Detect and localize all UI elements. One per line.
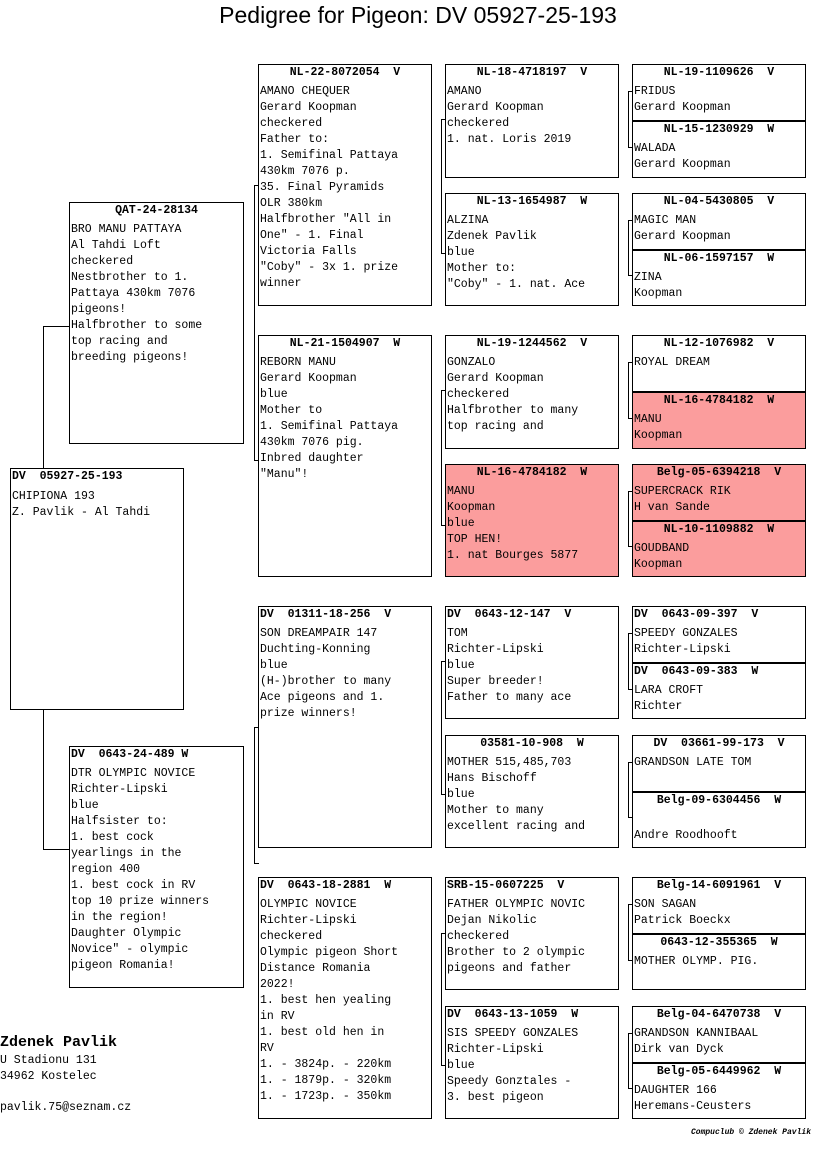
breeder-info: [0, 1033, 131, 1116]
page-title: Pedigree for Pigeon: DV 05927-25-193: [219, 2, 617, 28]
footer-credit: Compuclub © Zdenek Pavlik: [690, 1128, 811, 1137]
connector-line: [43, 326, 44, 468]
pigeon-details: MANU Koopman blue TOP HEN! 1. nat Bourges 5877: [447, 485, 579, 562]
ring-number: DV 01311-18-256 V: [260, 608, 392, 621]
pigeon-card-mf[interactable]: [258, 606, 432, 848]
pigeon-card-mfmm[interactable]: [632, 792, 806, 848]
ring-number: DV 0643-09-383 W: [634, 665, 759, 678]
pigeon-details: MOTHER 515,485,703 Hans Bischoff blue Mother to many excellent racing and: [447, 756, 586, 833]
pigeon-card-mff[interactable]: [445, 606, 619, 719]
pigeon-card-fff[interactable]: [445, 64, 619, 178]
pigeon-card-ffmf[interactable]: [632, 193, 806, 250]
pigeon-card-fmfm[interactable]: [632, 392, 806, 449]
ring-number: 0643-12-355365 W: [660, 936, 778, 949]
ring-number: DV 0643-24-489 W: [71, 748, 189, 761]
pigeon-details: LARA CROFT Richter: [634, 684, 704, 713]
pigeon-card-mfm[interactable]: [445, 735, 619, 848]
pigeon-details: GONZALO Gerard Koopman checkered Halfbrother to many top racing and: [447, 356, 579, 433]
connector-line: [43, 709, 44, 850]
ring-number: NL-22-8072054 V: [289, 66, 401, 79]
pigeon-card-mmff[interactable]: [632, 877, 806, 934]
pigeon-details: GRANDSON KANNIBAAL Dirk van Dyck: [634, 1027, 759, 1056]
ring-number: QAT-24-28134: [115, 204, 198, 217]
ring-number: NL-16-4784182 W: [663, 394, 775, 407]
ring-number: 03581-10-908 W: [480, 737, 584, 750]
pigeon-details: AMANO CHEQUER Gerard Koopman checkered Father to: 1. Semifinal Pattaya 430km 7076 p. 35. Final Pyramids OLR 380km Halfbrother "All in One" - 1. Final Victoria Falls "Coby" - 3x 1. prize winner: [260, 85, 399, 290]
ring-number: DV 05927-25-193: [12, 470, 123, 483]
pigeon-card-mmfm[interactable]: [632, 934, 806, 990]
ring-number: NL-15-1230929 W: [663, 123, 775, 136]
pigeon-details: OLYMPIC NOVICE Richter-Lipski checkered Olympic pigeon Short Distance Romania 2022! 1. best hen yealing in RV 1. best old hen in RV 1. - 3824p. - 220km 1. - 1879p. - 320km 1. - 1723p. - 350km: [260, 898, 399, 1103]
pigeon-details: Andre Roodhooft: [634, 829, 738, 842]
pigeon-details: WALADA Gerard Koopman: [634, 142, 731, 171]
connector-line: [43, 326, 70, 327]
pigeon-card-mmm[interactable]: [445, 1006, 619, 1119]
pigeon-card-mffm[interactable]: [632, 663, 806, 719]
pigeon-card-mm[interactable]: [258, 877, 432, 1119]
pigeon-details: CHIPIONA 193 Z. Pavlik - Al Tahdi: [12, 490, 151, 519]
pigeon-card-father[interactable]: [69, 202, 244, 444]
pigeon-card-mmf[interactable]: [445, 877, 619, 990]
pigeon-card-ff[interactable]: [258, 64, 432, 306]
pigeon-details: TOM Richter-Lipski blue Super breeder! Father to many ace: [447, 627, 572, 704]
pigeon-card-subject[interactable]: [10, 468, 184, 710]
ring-number: Belg-05-6394218 V: [656, 466, 782, 479]
pigeon-card-fm[interactable]: [258, 335, 432, 577]
ring-number: DV 03661-99-173 V: [653, 737, 785, 750]
pigeon-details: SON SAGAN Patrick Boeckx: [634, 898, 731, 927]
ring-number: NL-04-5430805 V: [663, 195, 775, 208]
ring-number: DV 0643-09-397 V: [634, 608, 759, 621]
ring-number: SRB-15-0607225 V: [447, 879, 565, 892]
pigeon-card-fmf[interactable]: [445, 335, 619, 449]
breeder-street: U Stadionu 131: [0, 1054, 97, 1067]
ring-number: NL-19-1109626 V: [663, 66, 775, 79]
pigeon-card-mmmf[interactable]: [632, 1006, 806, 1063]
ring-number: NL-18-4718197 V: [476, 66, 588, 79]
pigeon-details: FRIDUS Gerard Koopman: [634, 85, 731, 114]
pigeon-card-mother[interactable]: [69, 746, 244, 988]
pigeon-details: SUPERCRACK RIK H van Sande: [634, 485, 731, 514]
ring-number: NL-12-1076982 V: [663, 337, 775, 350]
pigeon-card-fffm[interactable]: [632, 121, 806, 178]
pigeon-details: GRANDSON LATE TOM: [634, 756, 752, 769]
pigeon-details: BRO MANU PATTAYA Al Tahdi Loft checkered Nestbrother to 1. Pattaya 430km 7076 pigeons! Halfbrother to some top racing and breeding pigeons!: [71, 223, 203, 364]
pigeon-card-ffff[interactable]: [632, 64, 806, 121]
pigeon-details: GOUDBAND Koopman: [634, 542, 690, 571]
ring-number: Belg-04-6470738 V: [656, 1008, 782, 1021]
ring-number: NL-10-1109882 W: [663, 523, 775, 536]
pigeon-card-mfff[interactable]: [632, 606, 806, 663]
ring-number: Belg-09-6304456 W: [656, 794, 782, 807]
pigeon-details: FATHER OLYMPIC NOVIC Dejan Nikolic checkered Brother to 2 olympic pigeons and father: [447, 898, 586, 975]
pigeon-details: ZINA Koopman: [634, 271, 683, 300]
pigeon-card-fmmf[interactable]: [632, 464, 806, 521]
pigeon-details: SPEEDY GONZALES Richter-Lipski: [634, 627, 738, 656]
pigeon-details: DAUGHTER 166 Heremans-Ceusters: [634, 1084, 752, 1113]
pigeon-card-fmmm[interactable]: [632, 521, 806, 577]
pigeon-details: SIS SPEEDY GONZALES Richter-Lipski blue Speedy Gonztales - 3. best pigeon: [447, 1027, 579, 1104]
ring-number: DV 0643-13-1059 W: [447, 1008, 579, 1021]
ring-number: NL-06-1597157 W: [663, 252, 775, 265]
pigeon-details: REBORN MANU Gerard Koopman blue Mother to 1. Semifinal Pattaya 430km 7076 pig. Inbred daughter "Manu"!: [260, 356, 399, 481]
pigeon-details: MANU Koopman: [634, 413, 683, 442]
ring-number: Belg-05-6449962 W: [656, 1065, 782, 1078]
pigeon-details: MOTHER OLYMP. PIG.: [634, 955, 759, 968]
pigeon-card-mmmm[interactable]: [632, 1063, 806, 1119]
pigeon-details: ALZINA Zdenek Pavlik blue Mother to: "Coby" - 1. nat. Ace: [447, 214, 586, 291]
ring-number: NL-19-1244562 V: [476, 337, 588, 350]
ring-number: NL-16-4784182 W: [476, 466, 588, 479]
ring-number: NL-21-1504907 W: [289, 337, 401, 350]
pigeon-card-fmm[interactable]: [445, 464, 619, 577]
connector-line: [43, 849, 70, 850]
pigeon-card-ffmm[interactable]: [632, 250, 806, 306]
breeder-email[interactable]: pavlik.75@seznam.cz: [0, 1101, 132, 1114]
pigeon-card-ffm[interactable]: [445, 193, 619, 306]
pigeon-details: ROYAL DREAM: [634, 356, 710, 369]
ring-number: Belg-14-6091961 V: [656, 879, 782, 892]
breeder-name: Zdenek Pavlik: [0, 1034, 118, 1051]
ring-number: NL-13-1654987 W: [476, 195, 588, 208]
pigeon-details: MAGIC MAN Gerard Koopman: [634, 214, 731, 243]
ring-number: DV 0643-18-2881 W: [260, 879, 392, 892]
ring-number: DV 0643-12-147 V: [447, 608, 572, 621]
pigeon-details: AMANO Gerard Koopman checkered 1. nat. Loris 2019: [447, 85, 572, 146]
pigeon-details: DTR OLYMPIC NOVICE Richter-Lipski blue Halfsister to: 1. best cock yearlings in the region 400 1. best cock in RV top 10 prize winners in the region! Daughter Olympic Novice" - olympic pigeon Romania!: [71, 767, 210, 972]
pigeon-card-mfmf[interactable]: [632, 735, 806, 792]
pigeon-details: SON DREAMPAIR 147 Duchting-Konning blue (H-)brother to many Ace pigeons and 1. prize winners!: [260, 627, 392, 720]
pigeon-card-fmff[interactable]: [632, 335, 806, 392]
breeder-city: 34962 Kostelec: [0, 1070, 97, 1083]
